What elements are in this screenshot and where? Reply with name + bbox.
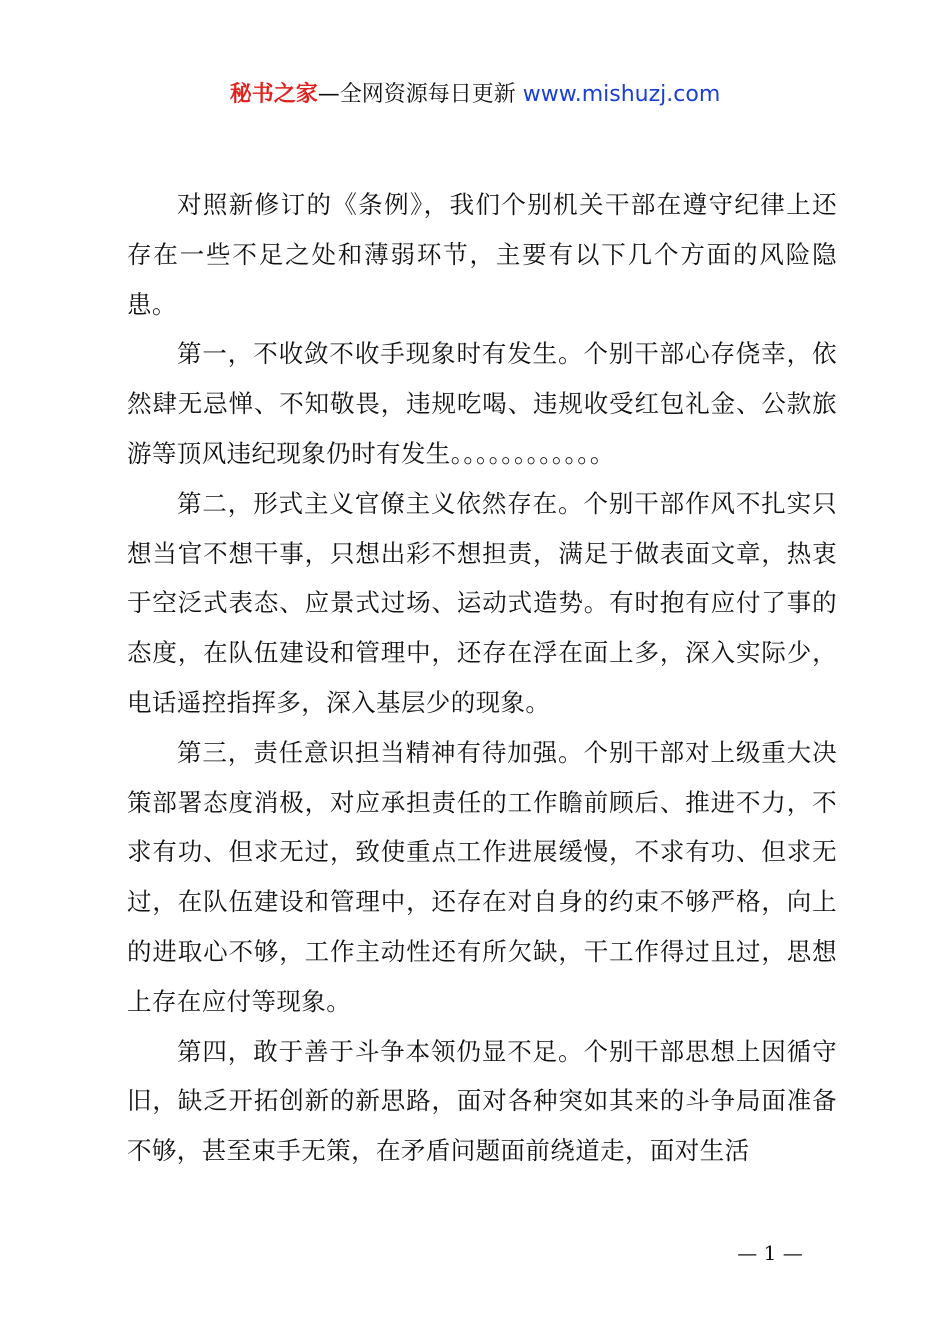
paragraph-third: 第三，责任意识担当精神有待加强。个别干部对上级重大决策部署态度消极，对应承担责任的工作瞻前顾后、推进不力，不求有功、但求无过，致使重点工作进展缓慢，不求有功、但求无过，在队伍建设和管理中，还存在对自身的约束不够严格，向上的进取心不够，工作主动性还有所欠缺，干工作得过且过，思想上存在应付等现象。 [127,737,837,1016]
paragraph-second: 第二，形式主义官僚主义依然存在。个别干部作风不扎实只想当官不想干事，只想出彩不想担责，满足于做表面文章，热衷于空泛式表态、应景式过场、运动式造势。有时抱有应付了事的态度，在队伍建设和管理中，还存在浮在面上多，深入实际少，电话遥控指挥多，深入基层少的现象。 [127,488,837,717]
document-body [127,180,837,1176]
site-tagline: —全网资源每日更新 [317,82,516,107]
paragraph-intro: 对照新修订的《条例》，我们个别机关干部在遵守纪律上还存在一些不足之处和薄弱环节，主要有以下几个方面的风险隐患。 [127,190,837,319]
page-header [0,78,950,112]
paragraph-fourth: 第四，敢于善于斗争本领仍显不足。个别干部思想上因循守旧，缺乏开拓创新的新思路，面对各种突如其来的斗争局面准备不够，甚至束手无策，在矛盾问题面前绕道走，面对生活 [127,1036,837,1166]
site-brand: 秘书之家 [229,82,318,107]
site-url[interactable]: www.mishuzj.com [522,82,721,107]
paragraph-first: 第一，不收敛不收手现象时有发生。个别干部心存侥幸，依然肆无忌惮、不知敬畏，违规吃喝、违规收受红包礼金、公款旅游等顶风违纪现象仍时有发生。。。。。。。。。。。。 [127,339,837,468]
page-number: — 1 — [737,1241,803,1265]
